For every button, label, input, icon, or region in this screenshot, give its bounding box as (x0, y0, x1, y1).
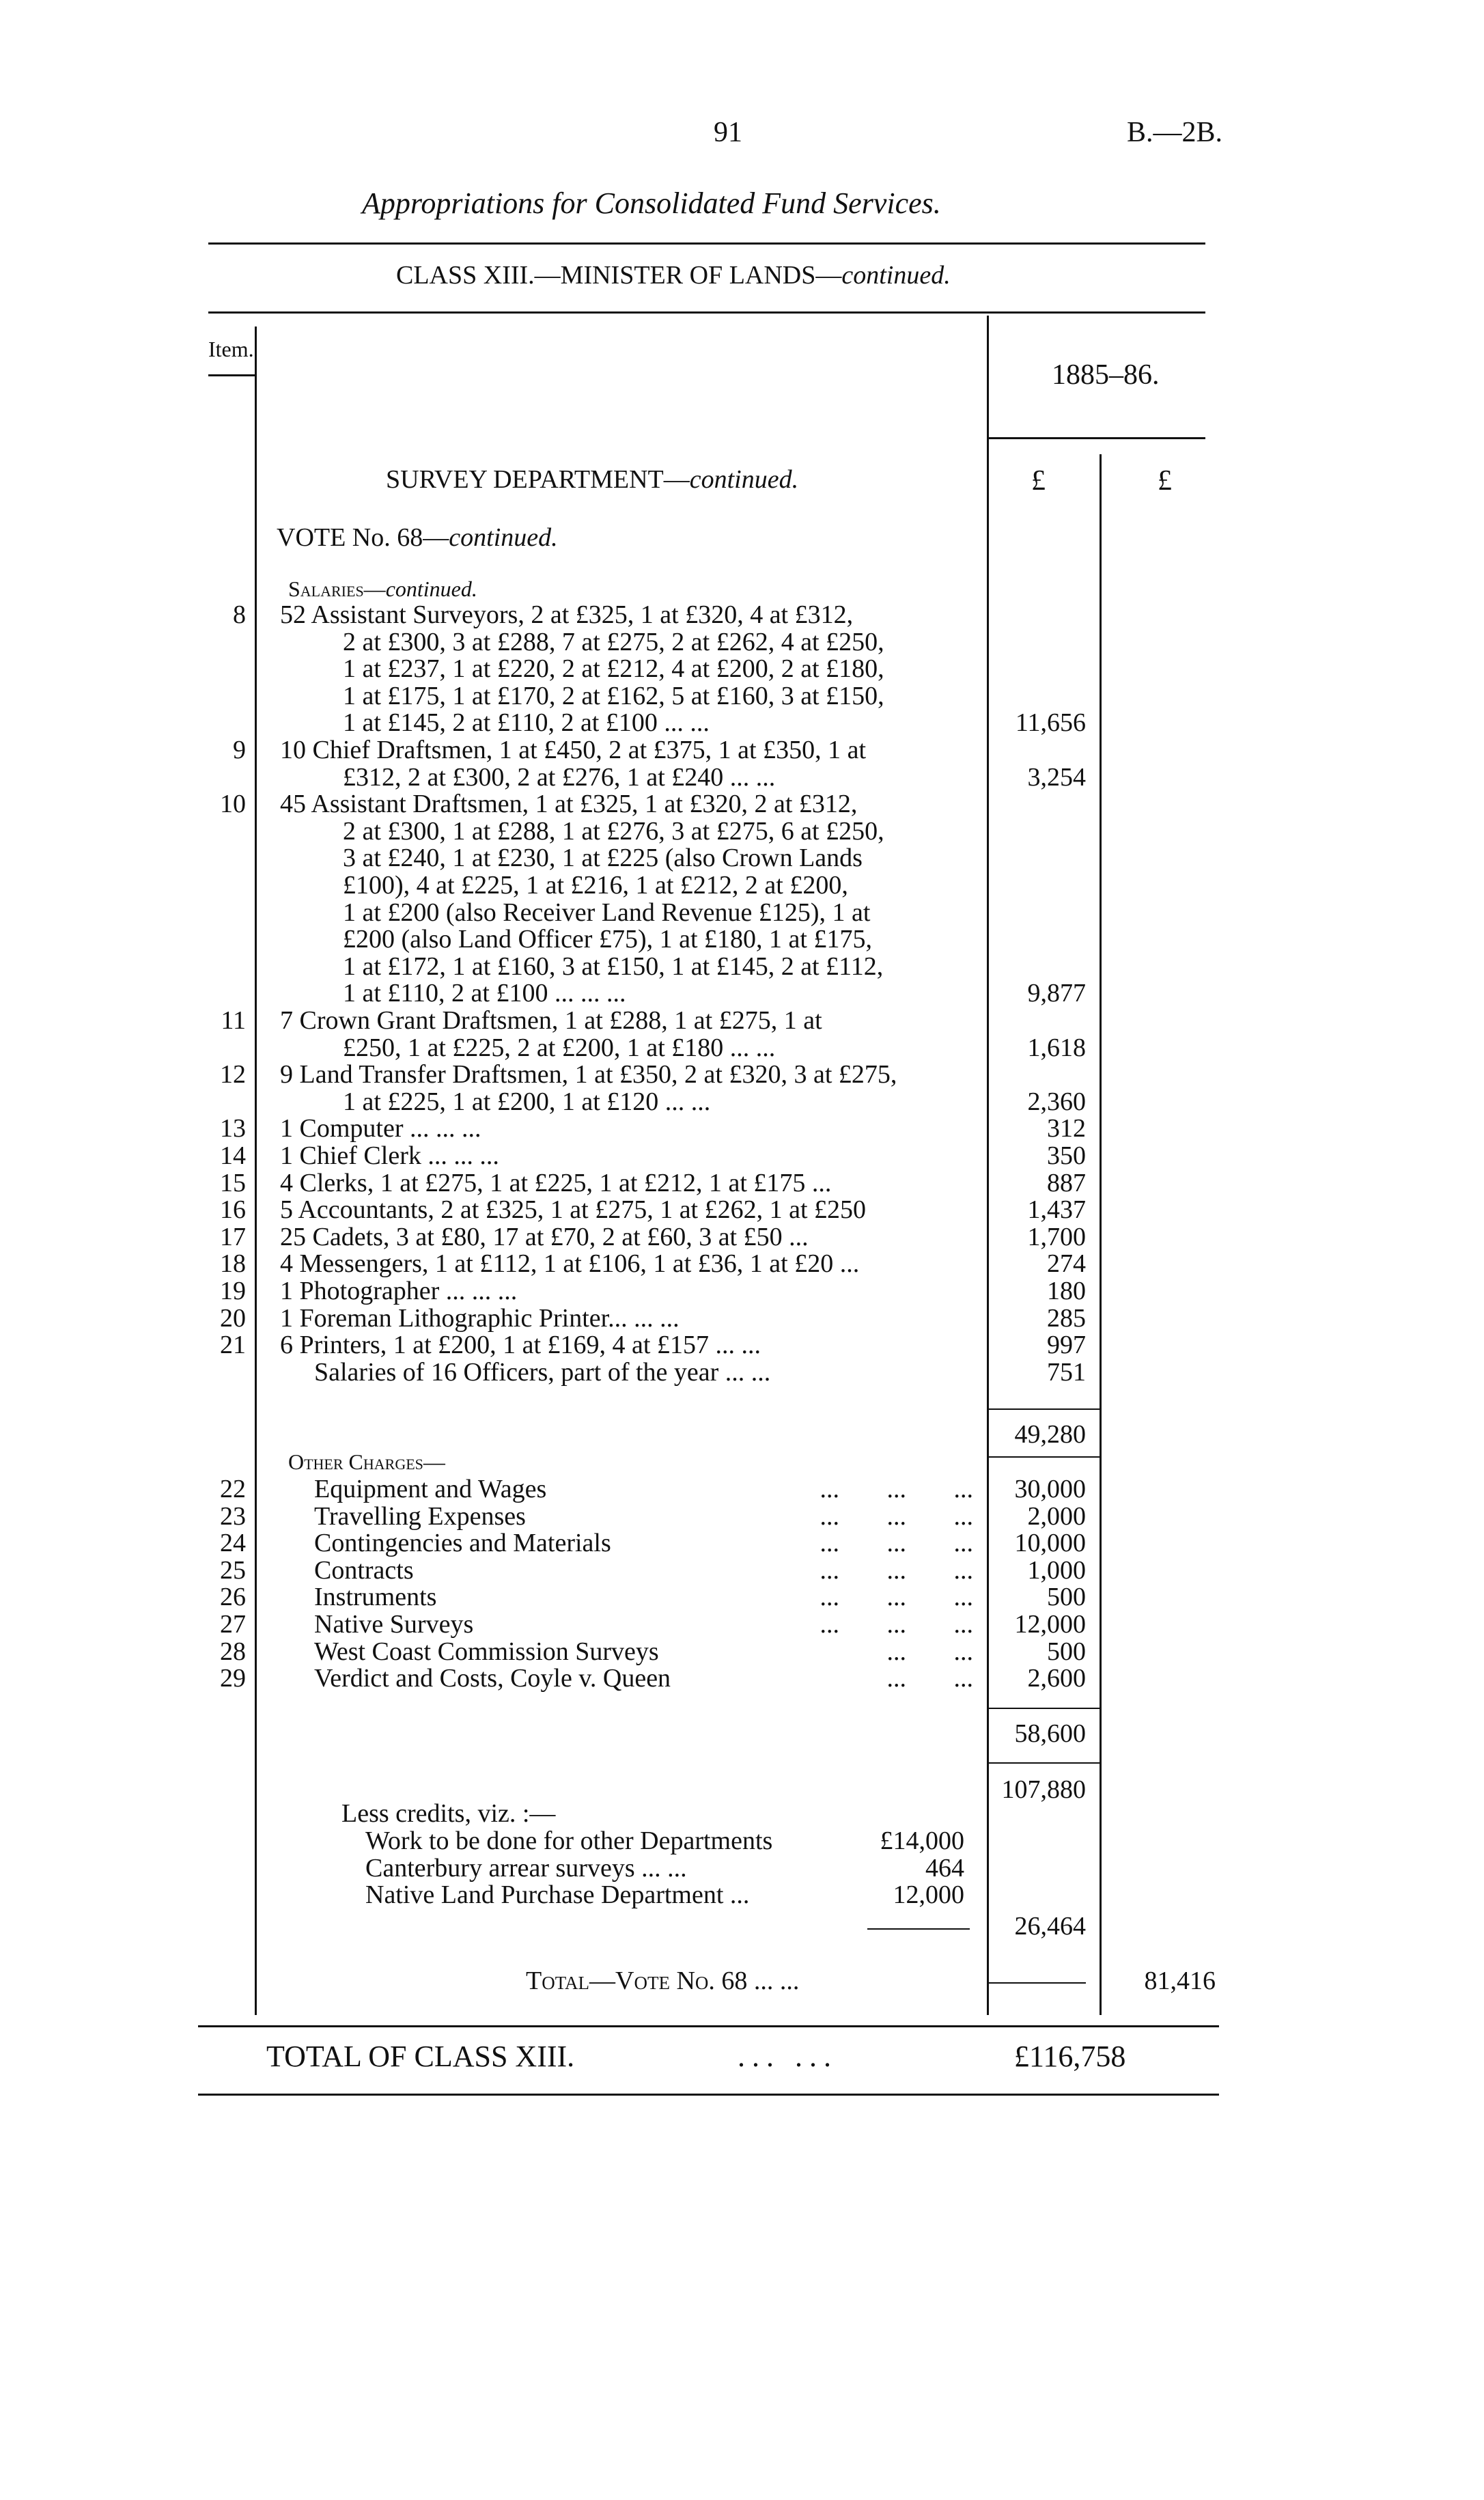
item-column-rule (255, 327, 257, 2015)
other-charge-item-number: 25 (220, 1555, 246, 1585)
salary-line: 1 Photographer ... ... ... (280, 1277, 518, 1305)
other-charge-item-number: 27 (220, 1610, 246, 1639)
other-charge-label: Contingencies and Materials (314, 1529, 611, 1558)
vote-total-label (526, 1967, 799, 1995)
salary-line: 52 Assistant Surveyors, 2 at £325, 1 at £320, 4 at £312, (280, 600, 854, 629)
title-rule (208, 242, 1205, 245)
class-total-rule-top (198, 2025, 1219, 2027)
credits-rule (867, 1928, 970, 1930)
currency-column-1: £ (1031, 465, 1046, 497)
other-charges-subtotal: 58,600 (1014, 1719, 1086, 1748)
vote-total-amount: 81,416 (1144, 1967, 1216, 1995)
salary-amount: 11,656 (1015, 708, 1086, 738)
salary-item-number: 19 (220, 1277, 246, 1305)
table-head-rule (987, 437, 1205, 439)
salaries-subtotal: 49,280 (1014, 1420, 1086, 1449)
amount-column-rule-right (1100, 454, 1102, 2015)
salaries-heading-text: Salaries— (288, 577, 386, 601)
salary-item-number: 20 (220, 1303, 246, 1333)
other-charge-leader-dots: ... ... (886, 1664, 973, 1693)
salary-item-number: 15 (220, 1168, 246, 1197)
other-charge-label: Contracts (314, 1555, 414, 1585)
other-charge-amount: 500 (1047, 1583, 1086, 1612)
other-charge-item-number: 23 (220, 1501, 246, 1531)
salary-amount: 997 (1047, 1331, 1086, 1360)
vote-heading-cont: continued. (449, 523, 558, 552)
credit-amount: 12,000 (893, 1880, 964, 1910)
other-charge-item-number: 22 (220, 1475, 246, 1503)
salary-line: 3 at £240, 1 at £230, 1 at £225 (also Crown Lands (343, 844, 863, 873)
credit-label: Work to be done for other Departments (365, 1827, 773, 1855)
other-charge-label: West Coast Commission Surveys (314, 1637, 659, 1666)
salary-amount: 1,437 (1027, 1195, 1086, 1225)
salary-item-number: 8 (233, 600, 246, 629)
salary-item-number: 18 (220, 1249, 246, 1279)
salary-line: 1 at £145, 2 at £110, 2 at £100 ... ... (343, 708, 710, 738)
other-charge-label: Instruments (314, 1583, 437, 1612)
item-column-label: Item. (208, 337, 254, 361)
credit-label: Native Land Purchase Department ... (365, 1880, 750, 1910)
salary-item-number: 10 (220, 790, 246, 819)
salaries-subtotal-rule (987, 1408, 1100, 1410)
other-charge-label: Verdict and Costs, Coyle v. Queen (314, 1664, 671, 1693)
salary-item-number: 17 (220, 1222, 246, 1251)
salary-item-number: 16 (220, 1195, 246, 1225)
salary-line: 1 at £200 (also Receiver Land Revenue £125), 1 at (343, 898, 871, 927)
salary-line: £250, 1 at £225, 2 at £200, 1 at £180 ... ... (343, 1033, 776, 1062)
class-heading (396, 262, 951, 289)
salary-line: 1 at £110, 2 at £100 ... ... ... (343, 979, 626, 1008)
salary-item-number: 12 (220, 1060, 246, 1089)
department-heading-cont: continued. (689, 465, 799, 494)
other-charge-amount: 1,000 (1027, 1555, 1086, 1585)
page-number: 91 (714, 117, 742, 148)
class-heading-text: CLASS XIII.—MINISTER OF LANDS— (396, 261, 842, 290)
department-heading-text: SURVEY DEPARTMENT— (386, 465, 690, 494)
salary-line: 45 Assistant Draftsmen, 1 at £325, 1 at £320, 2 at £312, (280, 790, 858, 819)
salary-item-number: 9 (233, 736, 246, 764)
other-charges-heading: Other Charges— (288, 1449, 445, 1474)
other-charge-amount: 500 (1047, 1637, 1086, 1666)
class-total-dots: ... ... (738, 2040, 838, 2073)
salary-amount: 9,877 (1027, 979, 1086, 1008)
salary-amount: 887 (1047, 1168, 1086, 1197)
salary-line: 5 Accountants, 2 at £325, 1 at £275, 1 at £262, 1 at £250 (280, 1195, 867, 1225)
other-charge-item-number: 24 (220, 1529, 246, 1558)
salary-amount: 180 (1047, 1277, 1086, 1305)
salary-line: 1 Chief Clerk ... ... ... (280, 1141, 499, 1170)
salary-line: £200 (also Land Officer £75), 1 at £180, 1 at £175, (343, 925, 872, 954)
class-heading-rule (208, 311, 1205, 314)
salary-line: £312, 2 at £300, 2 at £276, 1 at £240 ... ... (343, 762, 776, 792)
department-heading (386, 466, 798, 493)
vote-heading (277, 524, 558, 551)
salary-item-number: 21 (220, 1331, 246, 1360)
salary-amount: 1,700 (1027, 1222, 1086, 1251)
class-total-amount: £116,758 (1014, 2040, 1126, 2073)
other-charge-amount: 10,000 (1014, 1529, 1086, 1558)
salary-line: 4 Messengers, 1 at £112, 1 at £106, 1 at £36, 1 at £20 ... (280, 1249, 860, 1279)
other-charge-leader-dots: ... ... ... (820, 1529, 973, 1558)
salary-item-number: 13 (220, 1114, 246, 1143)
other-charge-amount: 2,000 (1027, 1501, 1086, 1531)
salary-amount: 751 (1047, 1357, 1086, 1387)
other-charge-leader-dots: ... ... ... (820, 1555, 973, 1585)
gross-total: 107,880 (1001, 1775, 1086, 1804)
class-total-label: TOTAL OF CLASS XIII. (266, 2040, 575, 2073)
other-charge-leader-dots: ... ... ... (820, 1475, 973, 1503)
other-charge-label: Native Surveys (314, 1610, 474, 1639)
year-heading: 1885–86. (1052, 359, 1160, 391)
other-charge-leader-dots: ... ... (886, 1637, 973, 1666)
credit-label: Canterbury arrear surveys ... ... (365, 1853, 687, 1883)
other-charge-amount: 12,000 (1014, 1610, 1086, 1639)
vote-total-text: Total—Vote No. 68 ... ... (526, 1967, 800, 1995)
salary-line: 1 at £172, 1 at £160, 3 at £150, 1 at £145, 2 at £112, (343, 952, 884, 981)
credits-heading: Less credits, viz. :— (341, 1799, 556, 1828)
other-charge-label: Equipment and Wages (314, 1475, 547, 1503)
currency-column-2: £ (1158, 465, 1172, 497)
salary-line: Salaries of 16 Officers, part of the year ... ... (314, 1357, 771, 1387)
salary-amount: 285 (1047, 1303, 1086, 1333)
class-heading-cont: continued. (841, 261, 951, 290)
credits-total: 26,464 (1014, 1912, 1086, 1941)
other-charge-leader-dots: ... ... ... (820, 1610, 973, 1639)
credit-amount: £14,000 (880, 1827, 964, 1855)
salary-line: 2 at £300, 1 at £288, 1 at £276, 3 at £275, 6 at £250, (343, 816, 884, 846)
salary-amount: 274 (1047, 1249, 1086, 1279)
other-charge-amount: 2,600 (1027, 1664, 1086, 1693)
salary-line: 1 Computer ... ... ... (280, 1114, 481, 1143)
class-total-rule-bottom (198, 2094, 1219, 2096)
other-charge-amount: 30,000 (1014, 1475, 1086, 1503)
other-charge-label: Travelling Expenses (314, 1501, 526, 1531)
document-reference: B.—2B. (1127, 117, 1223, 148)
other-charge-item-number: 29 (220, 1664, 246, 1693)
salary-line: 1 at £237, 1 at £220, 2 at £212, 4 at £200, 2 at £180, (343, 654, 884, 684)
other-charge-leader-dots: ... ... ... (820, 1583, 973, 1612)
salary-line: 25 Cadets, 3 at £80, 17 at £70, 2 at £60, 3 at £50 ... (280, 1222, 809, 1251)
salary-amount: 350 (1047, 1141, 1086, 1170)
vote-total-rule (987, 1982, 1086, 1984)
salary-line: 7 Crown Grant Draftsmen, 1 at £288, 1 at £275, 1 at (280, 1006, 822, 1035)
salary-amount: 1,618 (1027, 1033, 1086, 1062)
other-charge-item-number: 28 (220, 1637, 246, 1666)
salaries-heading-cont: continued. (385, 577, 477, 601)
vote-heading-text: VOTE No. 68— (277, 523, 449, 552)
salary-amount: 3,254 (1027, 762, 1086, 792)
other-charge-item-number: 26 (220, 1583, 246, 1612)
salary-line: 1 Foreman Lithographic Printer... ... ... (280, 1303, 680, 1333)
salary-line: £100), 4 at £225, 1 at £216, 1 at £212, 2 at £200, (343, 871, 848, 900)
gross-total-rule (987, 1762, 1100, 1764)
salaries-subtotal-rule-bottom (987, 1456, 1100, 1458)
salary-line: 10 Chief Draftsmen, 1 at £450, 2 at £375, 1 at £350, 1 at (280, 736, 867, 764)
salaries-heading (288, 577, 477, 600)
salary-item-number: 11 (221, 1006, 246, 1035)
salary-line: 2 at £300, 3 at £288, 7 at £275, 2 at £262, 4 at £250, (343, 627, 884, 656)
salary-line: 9 Land Transfer Draftsmen, 1 at £350, 2 at £320, 3 at £275, (280, 1060, 897, 1089)
other-charges-subtotal-rule (987, 1708, 1100, 1709)
other-charge-leader-dots: ... ... ... (820, 1501, 973, 1531)
salary-line: 1 at £225, 1 at £200, 1 at £120 ... ... (343, 1087, 711, 1116)
salary-item-number: 14 (220, 1141, 246, 1170)
salary-line: 6 Printers, 1 at £200, 1 at £169, 4 at £157 ... ... (280, 1331, 761, 1360)
salary-line: 1 at £175, 1 at £170, 2 at £162, 5 at £160, 3 at £150, (343, 681, 884, 710)
salary-line: 4 Clerks, 1 at £275, 1 at £225, 1 at £212, 1 at £175 ... (280, 1168, 832, 1197)
page-title: Appropriations for Consolidated Fund Services. (362, 186, 941, 220)
salary-amount: 2,360 (1027, 1087, 1086, 1116)
salary-amount: 312 (1047, 1114, 1086, 1143)
credit-amount: 464 (925, 1853, 964, 1883)
item-label-underline (208, 374, 255, 376)
